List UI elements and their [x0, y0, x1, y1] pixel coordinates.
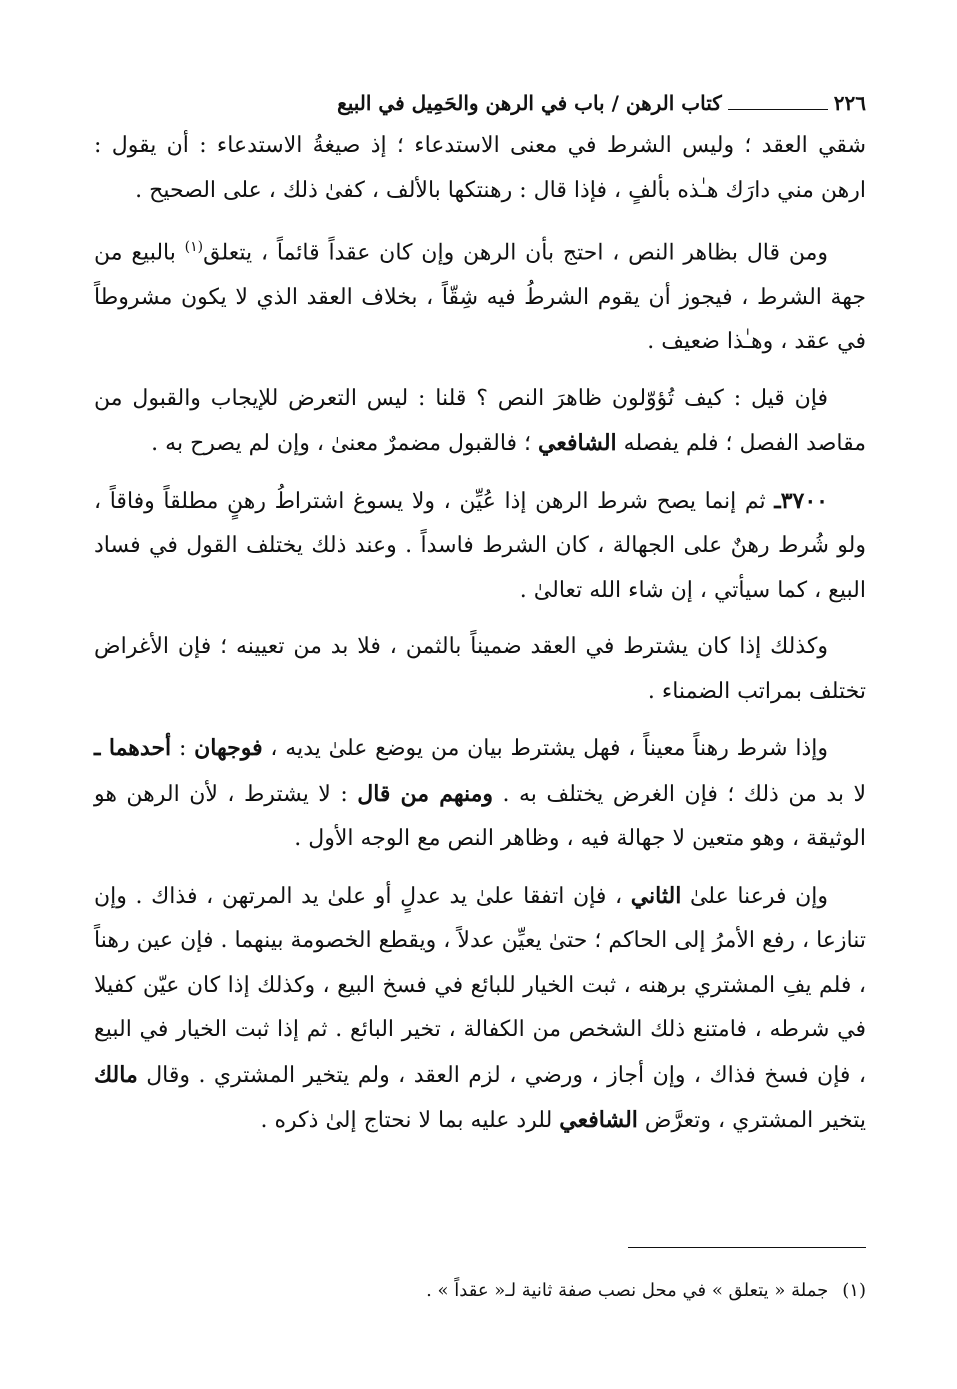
footnote-reference: (١): [184, 239, 204, 255]
text-run: ومن قال بظاهر النص ، احتج بأن الرهن وإن كان عقداً قائماً ، يتعلق: [203, 240, 828, 266]
bold-term: ٣٧٠٠ـ: [774, 487, 828, 514]
paragraph: [94, 726, 866, 862]
text-run: ، فإن اتفقا علىٰ يد عدلٍ أو علىٰ يد المرتهن ، فذاك . وإن تنازعا ، رفع الأمرُ إلى الحاكم ؛ حتىٰ يعيِّن عدلاً ، ويقطع الخصومة بينهما . فإن عين رهناً ، فلم يفِ المشتري برهنه ، ثبت الخيار للبائع في فسخ البيع ، وكذلك إذا كان عيّن كفيلا في شرطه ، فامتنع ذلك الشخص من الكفالة ، تخير البائع . ثم إذا ثبت الخيار في البيع ، فإن فسخ فذاك ، وإن أجاز ، ورضي ، لزم العقد ، ولم يتخير المشتري . وقال: [94, 883, 866, 1088]
footnote-text: جملة « يتعلق » في محل نصب صفة ثانية لـ« عقداً » .: [426, 1280, 829, 1301]
text-run: فإن قيل : كيف تُؤوّلون ظاهرَ النص ؟ قلنا : ليس التعرض للإيجاب والقبول من مقاصد الفصل ؛ فلم يفصله: [94, 385, 866, 457]
bold-term: أحدهما ـ: [94, 735, 172, 762]
bold-term: الثاني: [630, 882, 682, 909]
footnote: [94, 1276, 866, 1306]
bold-term: الشافعي: [559, 1107, 638, 1134]
text-run: لا بد من ذلك ؛ فإن الغرض يختلف به .: [493, 781, 867, 807]
paragraph: [94, 479, 866, 614]
text-run: للرد عليه بما لا نحتاج إلىٰ ذكره .: [260, 1108, 560, 1134]
text-run: :: [171, 736, 195, 762]
paragraph: [94, 225, 866, 365]
text-run: وإذا شرط رهناً معيناً ، فهل يشترط بيان من يوضع علىٰ يديه ،: [262, 736, 828, 762]
footnote-rule: [628, 1247, 866, 1248]
running-title: كتاب الرهن / باب في الرهن والحَمِيل في البيع: [337, 91, 722, 115]
text-run: وكذلك إذا كان يشترط في العقد ضميناً بالثمن ، فلا بد من تعيينه ؛ فإن الأغراض تختلف بمراتب الضمناء .: [94, 634, 866, 704]
header-rule: [728, 109, 828, 110]
text-run: : لا يشترط ، لأن الرهن هو الوثيقة ، وهو متعين لا جهالة فيه ، وظاهر النص مع الوجه الأول .: [94, 781, 866, 852]
bold-term: فوجهان: [194, 735, 263, 762]
bold-term: الشافعي: [538, 430, 617, 457]
bold-term: مالك: [94, 1061, 138, 1088]
footnote-mark: (١): [842, 1280, 866, 1301]
body-text: [94, 124, 866, 1156]
text-run: بالبيع من جهة الشرط ، فيجوز أن يقوم الشرطُ فيه شِقّاً ، بخلاف العقد الذي لا يكون مشروطاً في عقد ، وهـٰذا ضعيف .: [94, 240, 866, 355]
paragraph: [94, 377, 866, 467]
page-number: ٢٢٦: [833, 91, 866, 115]
running-head: [94, 86, 866, 120]
text-run: شقي العقد ؛ وليس الشرط في معنى الاستدعاء ؛ إذ صيغةُ الاستدعاء : أن يقول : ارهن مني دارَك هـٰذه بألفٍ ، فإذا قال : رهنتكها بالألف ، كفىٰ ذلك ، على الصحيح .: [94, 133, 866, 203]
text-run: وإن فرعنا علىٰ: [681, 883, 828, 909]
text-run: ثم إنما يصح شرط الرهن إذا عُيِّن ، ولا يسوغ اشتراطُ رهنٍ مطلقاً وفاقاً ، ولو شُرط رهنٌ على الجهالة ، كان الشرط فاسداً . وعند ذلك يختلف القول في فساد البيع ، كما سيأتي ، إن شاء الله تعالىٰ .: [94, 488, 866, 603]
paragraph: [94, 124, 866, 213]
paragraph: [94, 625, 866, 714]
paragraph: [94, 874, 866, 1144]
text-run: يتخير المشتري ، وتعرَّض: [637, 1108, 866, 1134]
text-run: ؛ فالقبول مضمرٌ معنىٰ ، وإن لم يصرح به .: [151, 431, 539, 457]
bold-term: ومنهم من قال: [357, 780, 494, 807]
